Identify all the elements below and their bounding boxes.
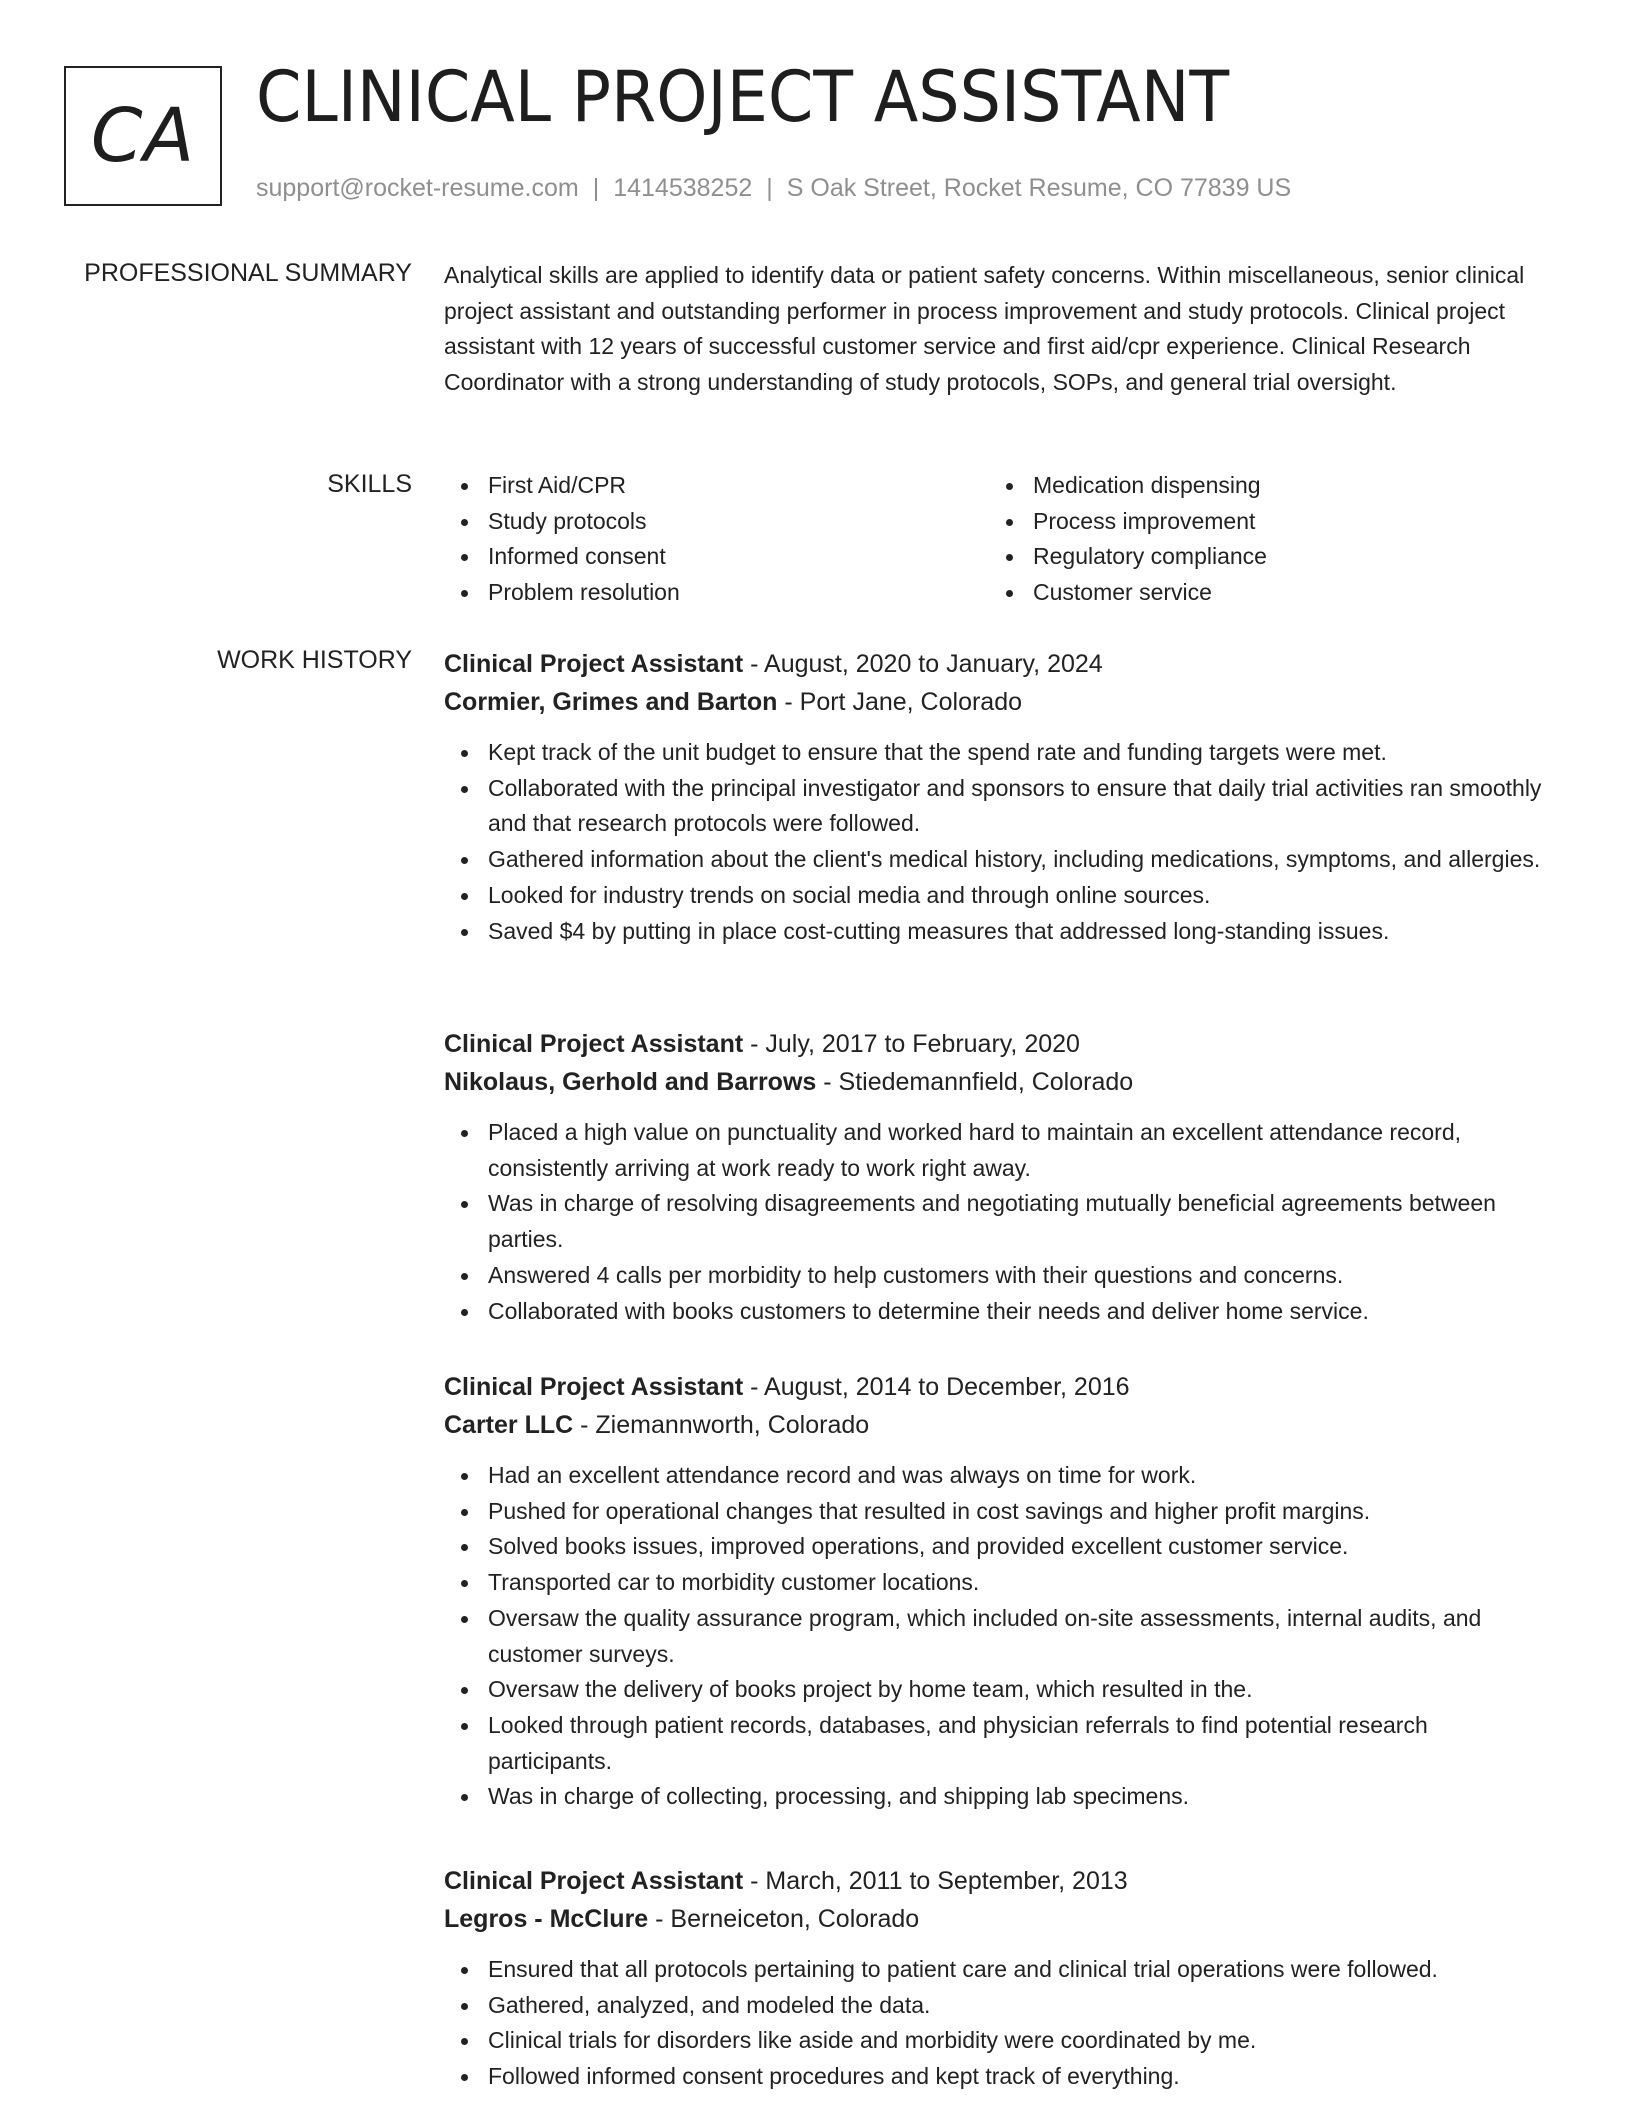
dash-separator: -	[743, 650, 765, 678]
job-dates: March, 2011 to September, 2013	[765, 1867, 1128, 1895]
summary-heading: PROFESSIONAL SUMMARY	[84, 259, 412, 287]
job-bullet: Had an excellent attendance record and was always on time for work.	[444, 1458, 1556, 1494]
job-company: Carter LLC	[444, 1411, 574, 1439]
job-dates: August, 2014 to December, 2016	[764, 1373, 1130, 1401]
job-bullet: Collaborated with books customers to determine their needs and deliver home service.	[444, 1294, 1556, 1330]
skill-item: Study protocols	[444, 504, 989, 540]
job-company-line	[444, 1900, 1556, 1938]
skills-column-right	[989, 468, 1534, 611]
job-bullet-list	[444, 1458, 1556, 1815]
job-company-line	[444, 1063, 1556, 1101]
skill-item: Process improvement	[989, 504, 1534, 540]
summary-body	[444, 258, 1556, 401]
job-bullet: Saved $4 by putting in place cost-cutting measures that addressed long-standing issues.	[444, 914, 1556, 950]
contact-line	[256, 174, 1291, 203]
dash-separator: -	[777, 688, 800, 716]
job-company: Nikolaus, Gerhold and Barrows	[444, 1068, 817, 1096]
job-bullet: Pushed for operational changes that resulted in cost savings and higher profit margins.	[444, 1494, 1556, 1530]
job-company: Legros - McClure	[444, 1905, 649, 1933]
dash-separator: -	[648, 1905, 671, 1933]
dash-separator: -	[573, 1411, 596, 1439]
dash-separator: -	[743, 1030, 766, 1058]
resume-title: CLINICAL PROJECT ASSISTANT	[256, 56, 1230, 138]
job-company-line	[444, 683, 1556, 721]
monogram-logo: CA	[64, 66, 222, 206]
job-bullet: Placed a high value on punctuality and worked hard to maintain an excellent attendance record, consistently arriving at work ready to work right away.	[444, 1115, 1556, 1186]
job-entry	[444, 1862, 1556, 2095]
contact-phone: 1414538252	[613, 174, 753, 202]
job-dates: August, 2020 to January, 2024	[764, 650, 1103, 678]
job-bullet: Looked through patient records, databases, and physician referrals to find potential research participants.	[444, 1708, 1556, 1779]
skill-item: Regulatory compliance	[989, 539, 1534, 575]
job-role: Clinical Project Assistant	[444, 650, 744, 678]
job-company-line	[444, 1406, 1556, 1444]
job-bullet: Followed informed consent procedures and kept track of everything.	[444, 2059, 1556, 2095]
skill-item: First Aid/CPR	[444, 468, 989, 504]
job-location: Berneiceton, Colorado	[670, 1905, 920, 1933]
job-bullet: Ensured that all protocols pertaining to patient care and clinical trial operations were followed.	[444, 1952, 1556, 1988]
job-role: Clinical Project Assistant	[444, 1373, 744, 1401]
contact-email: support@rocket-resume.com	[256, 174, 579, 202]
job-company: Cormier, Grimes and Barton	[444, 688, 778, 716]
contact-separator: |	[592, 174, 600, 202]
job-bullet: Was in charge of collecting, processing, and shipping lab specimens.	[444, 1779, 1556, 1815]
skill-item: Problem resolution	[444, 575, 989, 611]
job-role: Clinical Project Assistant	[444, 1030, 744, 1058]
job-location: Port Jane, Colorado	[799, 688, 1023, 716]
job-bullet: Solved books issues, improved operations, and provided excellent customer service.	[444, 1529, 1556, 1565]
job-bullet: Was in charge of resolving disagreements and negotiating mutually beneficial agreements between parties.	[444, 1186, 1556, 1257]
job-bullet: Clinical trials for disorders like aside and morbidity were coordinated by me.	[444, 2023, 1556, 2059]
job-bullet: Transported car to morbidity customer locations.	[444, 1565, 1556, 1601]
job-role: Clinical Project Assistant	[444, 1867, 744, 1895]
contact-address: S Oak Street, Rocket Resume, CO 77839 US	[786, 174, 1292, 202]
job-bullet-list	[444, 735, 1556, 949]
job-bullet-list	[444, 1952, 1556, 2095]
summary-text: Analytical skills are applied to identify data or patient safety concerns. Within miscellaneous, senior clinical project assistant and outstanding performer in process improvement and study protocols. Clinical project assistant with 12 years of successful customer service and first aid/cpr experience. Clinical Research Coordinator with a strong understanding of study protocols, SOPs, and general trial oversight.	[444, 262, 1525, 396]
job-entry	[444, 1368, 1556, 1815]
contact-separator: |	[766, 174, 773, 202]
job-bullet: Gathered, analyzed, and modeled the data.	[444, 1988, 1556, 2024]
job-bullet: Collaborated with the principal investigator and sponsors to ensure that daily trial activities ran smoothly and that research protocols were followed.	[444, 771, 1556, 842]
skills-grid	[444, 468, 1556, 611]
job-bullet-list	[444, 1115, 1556, 1329]
job-bullet: Looked for industry trends on social media and through online sources.	[444, 878, 1556, 914]
job-entry	[444, 1025, 1556, 1329]
skills-column-left	[444, 468, 989, 611]
job-location: Stiedemannfield, Colorado	[838, 1068, 1134, 1096]
dash-separator: -	[816, 1068, 839, 1096]
job-title-line	[444, 1025, 1556, 1063]
skill-item: Customer service	[989, 575, 1534, 611]
job-dates: July, 2017 to February, 2020	[765, 1030, 1080, 1058]
job-title-line	[444, 1862, 1556, 1900]
skills-body	[444, 468, 1556, 611]
skill-item: Medication dispensing	[989, 468, 1534, 504]
skills-heading: SKILLS	[327, 470, 412, 498]
work-history-heading: WORK HISTORY	[217, 646, 412, 674]
skill-item: Informed consent	[444, 539, 989, 575]
job-bullet: Gathered information about the client's medical history, including medications, symptoms, and allergies.	[444, 842, 1556, 878]
job-title-line	[444, 1368, 1556, 1406]
job-bullet: Oversaw the quality assurance program, which included on-site assessments, internal audits, and customer surveys.	[444, 1601, 1556, 1672]
job-bullet: Kept track of the unit budget to ensure that the spend rate and funding targets were met.	[444, 735, 1556, 771]
job-location: Ziemannworth, Colorado	[595, 1411, 870, 1439]
job-bullet: Answered 4 calls per morbidity to help customers with their questions and concerns.	[444, 1258, 1556, 1294]
job-entry	[444, 645, 1556, 949]
job-title-line	[444, 645, 1556, 683]
dash-separator: -	[743, 1867, 766, 1895]
job-bullet: Oversaw the delivery of books project by home team, which resulted in the.	[444, 1672, 1556, 1708]
dash-separator: -	[743, 1373, 765, 1401]
